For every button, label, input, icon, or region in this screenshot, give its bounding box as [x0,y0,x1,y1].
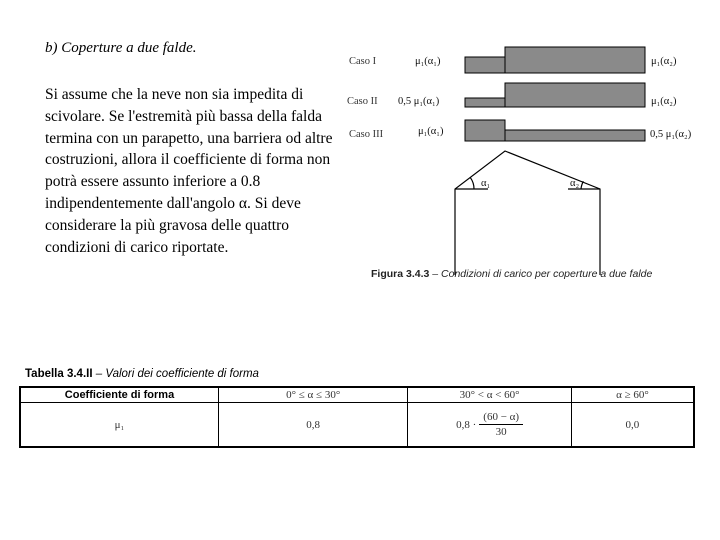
body-paragraph: Si assume che la neve non sia impedita di scivolare. Se l'estremità più bassa della falda termina con un parapetto, una barriera od altre costruzioni, allora il coefficiente di forma non potrà essere assunto inferiore a 0.8 indipendentemente dall'angolo α. Si deve considerare la più gravosa delle quattro condizioni di carico riportate. [45,86,333,256]
case-2-right-bar [505,83,645,107]
case-1-left-value: μ₁(α₁) [415,56,441,67]
alpha-1-label: α₁ [481,178,491,189]
table-row [20,403,694,448]
case-2-left-bar [465,98,505,107]
figure-caption-text: – Condizioni di carico per coperture a due falde [429,268,653,280]
formula-fraction [479,411,523,438]
header-range-1: 0° ≤ α ≤ 30° [218,387,407,403]
case-3-right-value: 0,5 μ₁(α₂) [650,129,692,140]
cell-value-range-2 [408,403,572,448]
header-range-2: 30° < α < 60° [408,387,572,403]
case-2-right-value: μ₁(α₂) [651,96,677,107]
header-coefficient: Coefficiente di forma [20,387,218,403]
table-caption [25,368,259,380]
table-caption-text: – Valori dei coefficiente di forma [92,368,259,380]
formula [456,411,523,438]
case-1-right-bar [505,47,645,73]
figure-caption [371,268,652,280]
formula-denominator: 30 [495,426,507,438]
case-1-label: Caso I [349,56,377,67]
header-range-3: α ≥ 60° [571,387,694,403]
section-subtitle: b) Coperture a due falde. [45,40,197,56]
case-1-right-value: μ₁(α₂) [651,56,677,67]
case-3-label: Caso III [349,129,384,140]
cell-mu1-label: μ₁ [20,403,218,448]
cell-value-range-3: 0,0 [571,403,694,448]
formula-prefix: 0,8 · [456,418,477,431]
table-header-row [20,387,694,403]
table-caption-number: Tabella 3.4.II [25,368,93,380]
case-2-left-value: 0,5 μ₁(α₁) [398,96,440,107]
case-2-label: Caso II [347,96,378,107]
figure-caption-number: Figura 3.4.3 [371,268,430,280]
cell-value-range-1: 0,8 [218,403,407,448]
case-1-left-bar [465,57,505,73]
case-3-left-bar [465,120,505,141]
formula-numerator: (60 − α) [479,411,523,425]
case-3-left-value: μ₁(α₁) [418,126,444,137]
shape-coefficient-table [19,386,695,448]
case-3-right-bar [505,130,645,141]
building-profile [455,151,600,275]
load-conditions-figure [340,40,692,290]
alpha-2-label: α₂ [570,178,580,189]
